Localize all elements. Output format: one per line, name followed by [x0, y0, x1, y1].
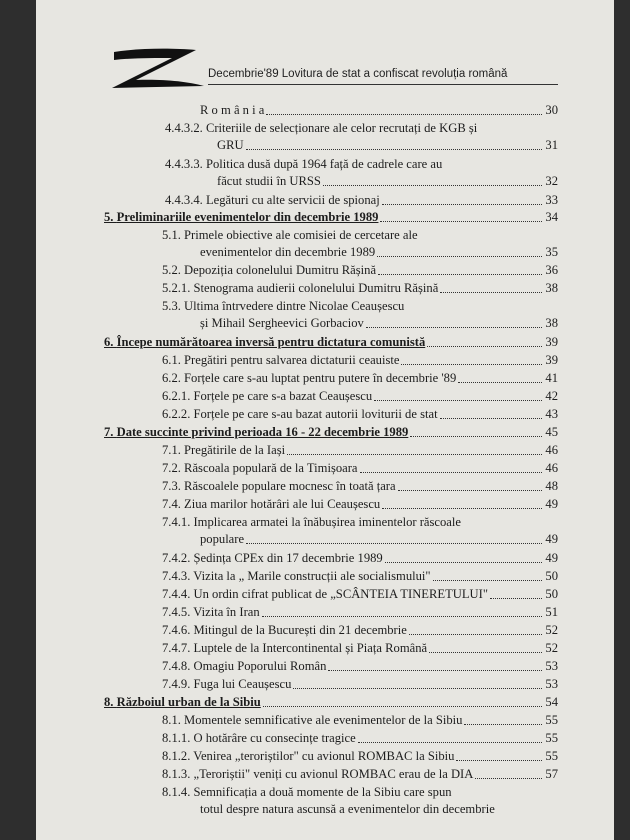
toc-page-number: 35 [545, 245, 558, 259]
toc-page-number: 45 [545, 425, 558, 439]
dot-leader [360, 471, 542, 473]
toc-entry-text: populare [200, 532, 245, 546]
toc-entry-number: 4.4.3.3. [165, 157, 206, 171]
dot-leader [358, 741, 542, 743]
toc-page-number: 43 [545, 407, 558, 421]
toc-entry-number: 6.2. [162, 371, 185, 385]
toc-entry-line [162, 568, 431, 584]
toc-page-number: 53 [545, 677, 558, 691]
toc-page-number: 30 [545, 103, 558, 117]
toc-entry-text: Forțele care s-au luptat pentru putere în decembrie '89 [184, 371, 457, 385]
toc-entry-line [162, 496, 380, 512]
toc-entry-line [162, 550, 383, 566]
toc-entry-line [162, 730, 356, 746]
toc-entry-text: Date succinte privind perioada 16 - 22 decembrie 1989 [116, 425, 409, 439]
toc-entry-text: Răscoalele populare mocnesc în toată țara [184, 479, 396, 493]
toc-entry-text: Forțele pe care s-au bazat autorii loviturii de stat [193, 407, 438, 421]
dot-leader [409, 633, 542, 635]
toc-page-number: 52 [545, 623, 558, 637]
dot-leader [427, 345, 542, 347]
toc-entry-line [162, 352, 399, 368]
toc-page-number: 39 [545, 335, 558, 349]
toc-entry-number: 6.2.2. [162, 407, 194, 421]
toc-entry-line [162, 748, 454, 764]
toc-page-number: 49 [545, 532, 558, 546]
toc-entry-text: Pregătirile de la Iași [184, 443, 286, 457]
toc-page-number: 50 [545, 587, 558, 601]
toc-entry-line [162, 370, 456, 386]
toc-entry-number: 7.4.5. [162, 605, 194, 619]
toc-entry-line [162, 280, 438, 296]
toc-entry-number: 8.1.2. [162, 749, 194, 763]
dot-leader [440, 417, 542, 419]
toc-entry-text: Vizita în Iran [193, 605, 260, 619]
toc-entry-line [162, 388, 372, 404]
toc-entry-text: Depoziția colonelului Dumitru Rășină [184, 263, 377, 277]
toc-page-number: 31 [545, 138, 558, 152]
toc-entry-text: evenimentelor din decembrie 1989 [200, 245, 376, 259]
toc-page-number: 54 [545, 695, 558, 709]
toc-section-title [104, 334, 425, 350]
toc-section-title [104, 424, 408, 440]
toc-entry-line [165, 120, 477, 136]
dot-leader [429, 651, 542, 653]
toc-entry-number: 7.4.6. [162, 623, 194, 637]
toc-page-number: 52 [545, 641, 558, 655]
toc-entry-line [162, 766, 473, 782]
toc-entry-line [162, 478, 396, 494]
toc-entry-number: 7.4.4. [162, 587, 194, 601]
dot-leader [366, 326, 542, 328]
toc-page-number: 49 [545, 497, 558, 511]
dot-leader [382, 507, 542, 509]
toc-page-number: 39 [545, 353, 558, 367]
toc-entry-number: 8.1.4. [162, 785, 194, 799]
toc-entry-text: Primele obiective ale comisiei de cercetare ale [184, 228, 418, 242]
toc-page-number: 32 [545, 174, 558, 188]
dot-leader [382, 203, 542, 205]
toc-entry-line [162, 604, 260, 620]
toc-entry-text: O hotărâre cu consecințe tragice [193, 731, 356, 745]
toc-entry-number: 6.2.1. [162, 389, 194, 403]
toc-page-number: 34 [545, 210, 558, 224]
toc-page-number: 51 [545, 605, 558, 619]
toc-entry-number: 4.4.3.4. [165, 193, 206, 207]
toc-entry-line [200, 801, 495, 817]
toc-entry-line [162, 712, 462, 728]
toc-entry-text: făcut studii în URSS [217, 174, 321, 188]
toc-entry-line [162, 586, 488, 602]
dot-leader [374, 399, 542, 401]
toc-entry-number: 8.1. [162, 713, 185, 727]
toc-entry-number: 7.4.3. [162, 569, 194, 583]
toc-entry-text: Momentele semnificative ale evenimentelor de la Sibiu [184, 713, 463, 727]
toc-entry-line [162, 406, 438, 422]
toc-entry-line [200, 102, 264, 118]
toc-entry-number: 5. [104, 210, 117, 224]
dot-leader [266, 113, 542, 115]
dot-leader [490, 597, 542, 599]
toc-entry-text: Semnificația a două momente de la Sibiu care spun [193, 785, 452, 799]
toc-entry-text: Răscoala populară de la Timișoara [184, 461, 358, 475]
toc-entry-number: 7.4. [162, 497, 185, 511]
dot-leader [401, 363, 542, 365]
toc-entry-line [162, 784, 452, 800]
toc-entry-text: Implicarea armatei la înăbușirea iminentelor răscoale [193, 515, 461, 529]
z-logo-icon [110, 46, 206, 90]
dot-leader [378, 273, 542, 275]
toc-page-number: 48 [545, 479, 558, 493]
dot-leader [433, 579, 542, 581]
toc-page-number: 53 [545, 659, 558, 673]
dot-leader [287, 453, 542, 455]
toc-entry-line [162, 658, 326, 674]
toc-entry-number: 7.2. [162, 461, 185, 475]
toc-entry-text: „Teroriștii" veniți cu avionul ROMBAC erau de la DIA [193, 767, 474, 781]
toc-entry-text: Politica dusă după 1964 față de cadrele care au [205, 157, 443, 171]
toc-entry-number: 8. [104, 695, 117, 709]
toc-entry-number: 7.3. [162, 479, 185, 493]
toc-entry-number: 7.4.8. [162, 659, 194, 673]
toc-entry-line [162, 460, 358, 476]
toc-entry-text: GRU [217, 138, 244, 152]
toc-page-number: 57 [545, 767, 558, 781]
toc-entry-text: și Mihail Sergheevici Gorbaciov [200, 316, 364, 330]
toc-entry-number: 7.4.1. [162, 515, 194, 529]
toc-entry-text: Ședința CPEx din 17 decembrie 1989 [193, 551, 383, 565]
toc-entry-text: Venirea „teroriștilor" cu avionul ROMBAC la Sibiu [193, 749, 455, 763]
toc-page-number: 46 [545, 461, 558, 475]
toc-entry-line [165, 156, 442, 172]
toc-entry-text: Un ordin cifrat publicat de „SCÂNTEIA TINERETULUI" [193, 587, 488, 601]
toc-entry-line [200, 244, 375, 260]
toc-entry-number: 6.1. [162, 353, 185, 367]
toc-entry-line [162, 514, 461, 530]
dot-leader [246, 148, 542, 150]
dot-leader [246, 542, 542, 544]
toc-entry-text: Forțele pe care s-a bazat Ceaușescu [193, 389, 373, 403]
toc-entry-number: 7.4.7. [162, 641, 194, 655]
toc-entry-text: Războiul urban de la Sibiu [116, 695, 261, 709]
dot-leader [456, 759, 542, 761]
dot-leader [323, 184, 542, 186]
dot-leader [458, 381, 542, 383]
toc-entry-line [162, 298, 404, 314]
toc-entry-number: 5.2. [162, 263, 185, 277]
page-header [36, 46, 614, 102]
dot-leader [262, 615, 542, 617]
toc-entry-line [165, 192, 380, 208]
toc-entry-line [200, 315, 364, 331]
toc-entry-line [162, 676, 291, 692]
toc-page-number: 49 [545, 551, 558, 565]
toc-entry-number: 5.3. [162, 299, 185, 313]
dot-leader [328, 669, 542, 671]
toc-entry-line [162, 442, 285, 458]
toc-entry-text: Pregătiri pentru salvarea dictaturii ceauiste [184, 353, 400, 367]
dot-leader [440, 291, 542, 293]
toc-entry-text: Ultima întrvedere dintre Nicolae Ceaușescu [184, 299, 405, 313]
toc-entry-number: 8.1.1. [162, 731, 194, 745]
toc-entry-number: 7.4.9. [162, 677, 194, 691]
toc-page-number: 50 [545, 569, 558, 583]
toc-entry-text: Luptele de la Intercontinental și Piața Română [193, 641, 428, 655]
book-page [36, 0, 614, 840]
toc-entry-line [162, 227, 418, 243]
toc-entry-number: 7. [104, 425, 117, 439]
toc-page-number: 55 [545, 713, 558, 727]
toc-page-number: 41 [545, 371, 558, 385]
header-rule [208, 84, 558, 85]
dot-leader [398, 489, 542, 491]
dot-leader [263, 705, 542, 707]
toc-section-title [104, 694, 261, 710]
toc-section-title [104, 209, 378, 225]
toc-page-number: 38 [545, 316, 558, 330]
toc-entry-text: Omagiu Poporului Român [193, 659, 327, 673]
toc-page-number: 33 [545, 193, 558, 207]
toc-entry-number: 6. [104, 335, 117, 349]
toc-entry-text: Legături cu alte servicii de spionaj [205, 193, 380, 207]
toc-entry-number: 5.2.1. [162, 281, 194, 295]
toc-entry-text: Preliminariile evenimentelor din decembrie 1989 [116, 210, 379, 224]
toc-entry-text: Fuga lui Ceaușescu [193, 677, 292, 691]
toc-entry-text: Criteriile de selecționare ale celor recrutați de KGB și [205, 121, 478, 135]
toc-entry-text: Începe numărătoarea inversă pentru dictatura comunistă [116, 335, 426, 349]
toc-entry-text: Stenograma audierii colonelului Dumitru Rășină [193, 281, 439, 295]
toc-entry-number: 4.4.3.2. [165, 121, 206, 135]
toc-entry-line [162, 622, 407, 638]
toc-page-number: 46 [545, 443, 558, 457]
dot-leader [385, 561, 542, 563]
dot-leader [475, 777, 542, 779]
toc-entry-text: totul despre natura ascunsă a evenimentelor din decembrie [200, 802, 495, 816]
toc-entry-text: Mitingul de la București din 21 decembrie [193, 623, 407, 637]
dot-leader [380, 220, 542, 222]
toc-page-number: 55 [545, 749, 558, 763]
toc-page-number: 55 [545, 731, 558, 745]
toc-entry-number: 7.4.2. [162, 551, 194, 565]
dot-leader [293, 687, 542, 689]
dot-leader [464, 723, 542, 725]
toc-entry-number: 8.1.3. [162, 767, 194, 781]
toc-entry-text: R o m â n i a [200, 103, 265, 117]
toc-entry-line [217, 173, 321, 189]
toc-page-number: 42 [545, 389, 558, 403]
toc-entry-text: Vizita la „ Marile construcții ale socialismului" [193, 569, 431, 583]
toc-entry-text: Ziua marilor hotărâri ale lui Ceaușescu [184, 497, 381, 511]
toc-page-number: 36 [545, 263, 558, 277]
toc-entry-line [217, 137, 244, 153]
toc-page-number: 38 [545, 281, 558, 295]
running-header-title: Decembrie'89 Lovitura de stat a confiscat revoluția română [208, 68, 508, 80]
toc-entry-line [200, 531, 244, 547]
dot-leader [377, 255, 542, 257]
toc-entry-line [162, 640, 427, 656]
toc-entry-number: 7.1. [162, 443, 185, 457]
dot-leader [410, 435, 542, 437]
toc-entry-number: 5.1. [162, 228, 185, 242]
toc-entry-line [162, 262, 376, 278]
